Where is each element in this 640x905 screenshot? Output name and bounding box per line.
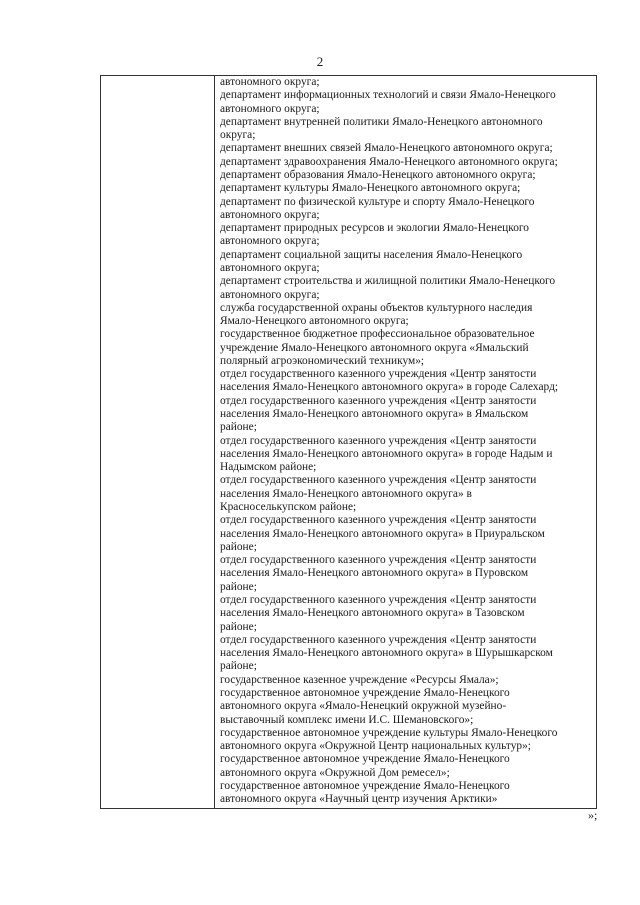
text-line: государственное автономное учреждение культуры Ямало-Ненецкого — [220, 726, 558, 739]
text-line: округа; — [220, 129, 256, 142]
text-line: департамент здравоохранения Ямало-Ненецкого автономного округа; — [220, 155, 558, 168]
text-line: государственное автономное учреждение Ямало-Ненецкого — [220, 779, 510, 792]
text-line: департамент природных ресурсов и экологии Ямало-Ненецкого — [220, 222, 529, 235]
text-line: государственное автономное учреждение Ямало-Ненецкого — [220, 753, 510, 766]
document-table — [100, 75, 597, 809]
text-line: автономного округа; — [220, 208, 320, 221]
table-right-column — [220, 76, 595, 806]
text-line: Надымском районе; — [220, 461, 317, 474]
text-line: государственное автономное учреждение Ямало-Ненецкого — [220, 686, 510, 699]
text-line: государственное казенное учреждение «Ресурсы Ямала»; — [220, 673, 499, 686]
text-line: полярный агроэкономический техникум»; — [220, 354, 425, 367]
text-line: населения Ямало-Ненецкого автономного округа» в — [220, 487, 472, 500]
text-line: департамент внутренней политики Ямало-Ненецкого автономного — [220, 115, 543, 128]
text-line: населения Ямало-Ненецкого автономного округа» в городе Салехард; — [220, 381, 559, 394]
text-line: районе; — [220, 540, 257, 553]
text-line: служба государственной охраны объектов культурного наследия — [220, 301, 533, 314]
text-line: департамент социальной защиты населения Ямало-Ненецкого — [220, 248, 523, 261]
text-line: районе; — [220, 421, 257, 434]
text-line: автономного округа «Окружной Дом ремесел»; — [220, 766, 450, 779]
text-line: районе; — [220, 580, 257, 593]
text-line: Красноселькупском районе; — [220, 501, 357, 513]
text-line: автономного округа; — [220, 76, 320, 88]
text-line: департамент внешних связей Ямало-Ненецкого автономного округа; — [220, 142, 553, 155]
text-line: отдел государственного казенного учреждения «Центр занятости — [220, 633, 537, 646]
text-line: населения Ямало-Ненецкого автономного округа» в Приуральском — [220, 527, 545, 540]
page-number: 2 — [316, 54, 324, 69]
text-line: автономного округа; — [220, 288, 320, 301]
text-line: департамент образования Ямало-Ненецкого автономного округа; — [220, 168, 536, 181]
text-line: автономного округа; — [220, 261, 320, 274]
text-line: государственное бюджетное профессиональное образовательное — [220, 328, 535, 341]
text-line: отдел государственного казенного учреждения «Центр занятости — [220, 434, 537, 447]
text-line: районе; — [220, 660, 257, 673]
text-line: Ямало-Ненецкого автономного округа; — [220, 315, 409, 328]
text-line: автономного округа; — [220, 102, 320, 115]
text-line: выставочный комплекс имени И.С. Шемановского»; — [220, 713, 474, 726]
text-line: населения Ямало-Ненецкого автономного округа» в Тазовском — [220, 607, 525, 620]
text-line: автономного округа; — [220, 235, 320, 248]
text-line: автономного округа «Ямало-Ненецкий окружной музейно- — [220, 700, 507, 713]
text-line: населения Ямало-Ненецкого автономного округа» в Пуровском — [220, 567, 529, 580]
text-line: департамент культуры Ямало-Ненецкого автономного округа; — [220, 182, 521, 195]
text-line: населения Ямало-Ненецкого автономного округа» в Ямальском — [220, 408, 529, 421]
text-line: отдел государственного казенного учреждения «Центр занятости — [220, 593, 537, 606]
text-line: отдел государственного казенного учреждения «Центр занятости — [220, 554, 537, 567]
text-line: отдел государственного казенного учреждения «Центр занятости — [220, 394, 537, 407]
text-line: департамент по физической культуре и спорту Ямало-Ненецкого — [220, 195, 535, 208]
text-line: населения Ямало-Ненецкого автономного округа» в Шурышкарском — [220, 647, 553, 660]
text-line: департамент информационных технологий и связи Ямало-Ненецкого — [220, 89, 556, 102]
text-line: населения Ямало-Ненецкого автономного округа» в городе Надым и — [220, 447, 553, 460]
text-line: отдел государственного казенного учреждения «Центр занятости — [220, 474, 537, 487]
text-line: департамент строительства и жилищной политики Ямало-Ненецкого — [220, 275, 556, 288]
closing-quote-mark: »; — [588, 808, 598, 822]
text-line: отдел государственного казенного учреждения «Центр занятости — [220, 514, 537, 527]
text-line: автономного округа «Окружной Центр национальных культур»; — [220, 740, 531, 753]
text-line: отдел государственного казенного учреждения «Центр занятости — [220, 368, 537, 381]
table-left-column — [101, 76, 215, 808]
text-line: автономного округа «Научный центр изучения Арктики» — [220, 793, 498, 806]
text-line: учреждение Ямало-Ненецкого автономного округа «Ямальский — [220, 341, 529, 354]
text-line: районе; — [220, 620, 257, 633]
